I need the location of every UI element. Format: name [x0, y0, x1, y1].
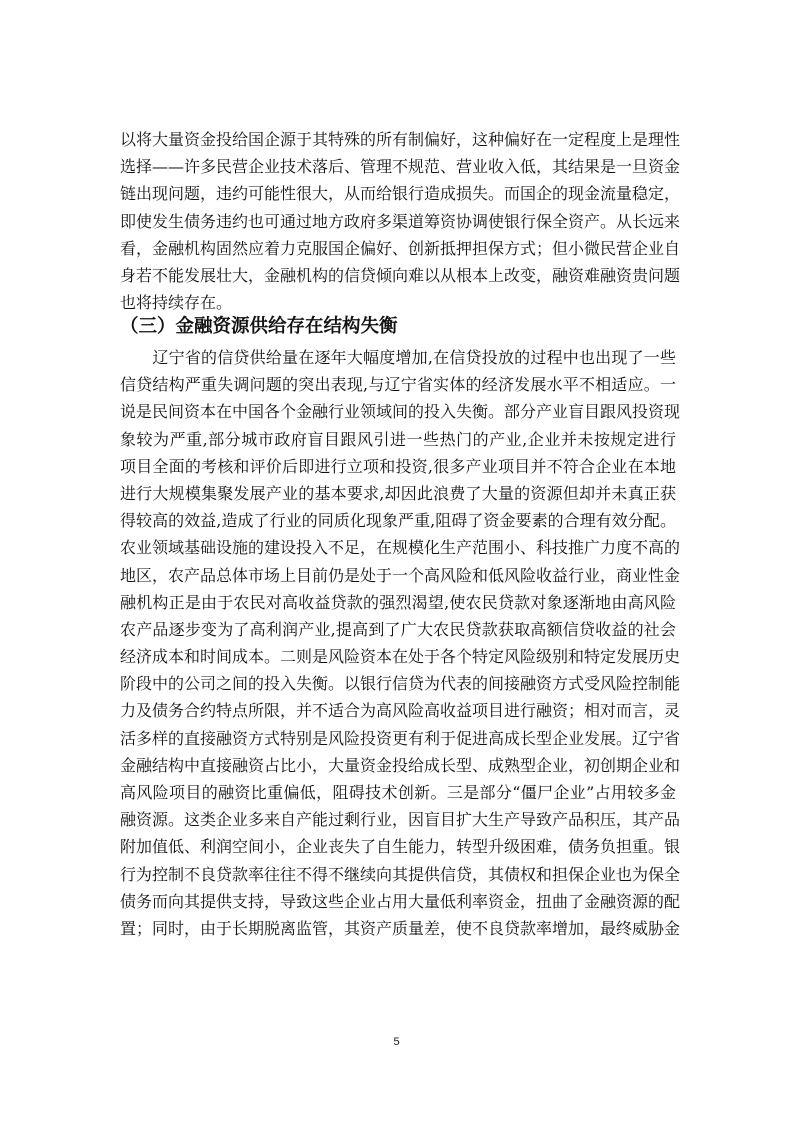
text-line: 身若不能发展壮大，金融机构的信贷倾向难以从根本上改变，融资难融资贵问题 — [120, 265, 681, 285]
section-heading: （三）金融资源供给存在结构失衡 — [120, 316, 398, 337]
text-line: 农产品逐步变为了高利润产业,提高到了广大农民贷款获取高额信贷收益的社会 — [120, 619, 676, 639]
text-line: 地区，农产品总体市场上目前仍是处于一个高风险和低风险收益行业，商业性金 — [120, 565, 681, 585]
text-line: 选择——许多民营企业技术落后、管理不规范、营业收入低，其结果是一旦资金 — [120, 157, 681, 177]
text-line: 经济成本和时间成本。二则是风险资本在处于各个特定风险级别和特定发展历史 — [120, 647, 681, 667]
text-line: 链出现问题，违约可能性很大，从而给银行造成损失。而国企的现金流量稳定， — [120, 184, 681, 204]
text-line: 置；同时，由于长期脱离监管，其资产质量差，使不良贷款率增加，最终威胁金 — [120, 918, 681, 938]
text-line: 融资源。这类企业多来自产能过剩行业，因盲目扩大生产导致产品积压，其产品 — [120, 810, 681, 830]
text-line: 说是民间资本在中国各个金融行业领域间的投入失衡。部分产业盲目跟风投资现 — [120, 402, 681, 422]
text-line: 债务而向其提供支持，导致这些企业占用大量低利率资金，扭曲了金融资源的配 — [120, 891, 681, 911]
text-line: 辽宁省的信贷供给量在逐年大幅度增加,在信贷投放的过程中也出现了一些 — [120, 348, 676, 367]
text-line: 也将持续存在。 — [120, 293, 233, 313]
text-line: 即使发生债务违约也可通过地方政府多渠道筹资协调使银行保全资产。从长远来 — [120, 211, 681, 231]
text-line: 金融结构中直接融资占比小，大量资金投给成长型、成熟型企业，初创期企业和 — [120, 755, 681, 775]
text-line: 活多样的直接融资方式特别是风险投资更有利于促进高成长型企业发展。辽宁省 — [120, 728, 681, 748]
text-line: 象较为严重,部分城市政府盲目跟风引进一些热门的产业,企业并未按规定进行 — [120, 429, 676, 449]
text-line: 看，金融机构固然应着力克服国企偏好、创新抵押担保方式；但小微民营企业自 — [120, 238, 681, 258]
text-line: 融机构正是由于农民对高收益贷款的强烈渴望,使农民贷款对象逐渐地由高风险 — [120, 592, 676, 612]
text-line: 以将大量资金投给国企源于其特殊的所有制偏好，这种偏好在一定程度上是理性 — [120, 130, 681, 149]
text-line: 附加值低、利润空间小，企业丧失了自生能力，转型升级困难，债务负担重。银 — [120, 837, 681, 857]
text-line: 项目全面的考核和评价后即进行立项和投资,很多产业项目并不符合企业在本地 — [120, 456, 676, 476]
page-number: 5 — [393, 1036, 400, 1048]
body-paragraph-1 — [120, 126, 681, 316]
text-line: 进行大规模集聚发展产业的基本要求,却因此浪费了大量的资源但却并未真正获 — [120, 483, 676, 503]
text-line: 农业领域基础设施的建设投入不足，在规模化生产范围小、科技推广力度不高的 — [120, 538, 681, 558]
text-line: 得较高的效益,造成了行业的同质化现象严重,阻碍了资金要素的合理有效分配。 — [120, 511, 676, 531]
text-line: 信贷结构严重失调问题的突出表现,与辽宁省实体的经济发展水平不相适应。一 — [120, 375, 676, 395]
text-line: 阶段中的公司之间的投入失衡。以银行信贷为代表的间接融资方式受风险控制能 — [120, 674, 681, 694]
body-paragraph-2 — [120, 344, 681, 942]
text-line: 高风险项目的融资比重偏低，阻碍技术创新。三是部分“僵尸企业”占用较多金 — [120, 783, 676, 802]
text-line: 力及债务合约特点所限，并不适合为高风险高收益项目进行融资；相对而言，灵 — [120, 701, 681, 721]
text-line: 行为控制不良贷款率往往不得不继续向其提供信贷，其债权和担保企业也为保全 — [120, 864, 681, 884]
